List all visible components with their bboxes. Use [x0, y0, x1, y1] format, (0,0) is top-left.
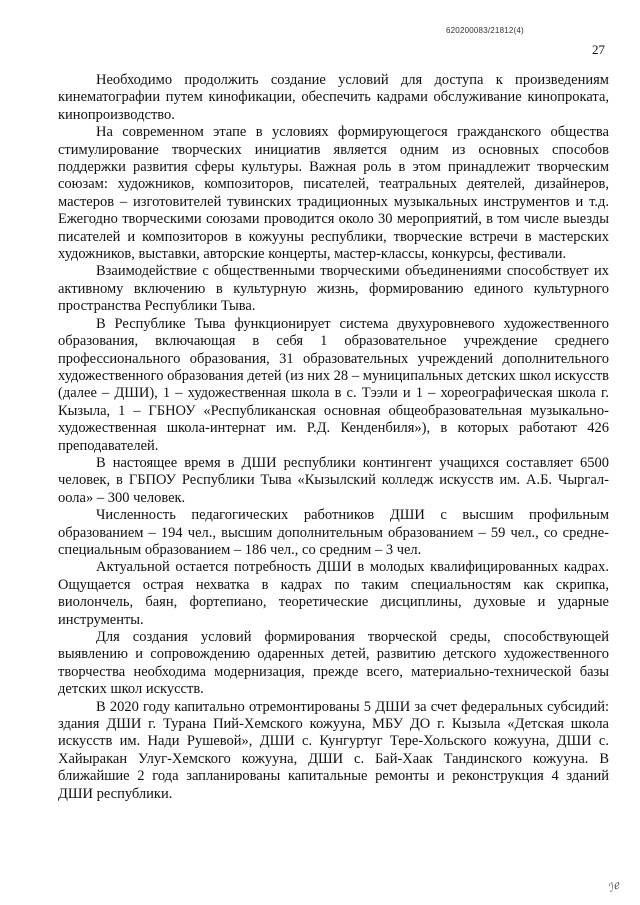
paragraph-modernization: Для создания условий формирования творческой среды, способствующей выявлению и сопровождению одаренных детей, развитию детского художественного творчества необходима модернизация, прежде всего, материально-технической базы детских школ искусств. — [58, 629, 609, 698]
paragraph-staff-shortage: Актуальной остается потребность ДШИ в молодых квалифицированных кадрах. Ощущается острая нехватка в кадрах по таким специальностям как скрипка, виолончель, баян, фортепиано, теоретические дисциплины, духовые и ударные инструменты. — [58, 559, 609, 628]
document-id: 620200083/21812(4) — [446, 26, 524, 35]
paragraph-creative-unions: На современном этапе в условиях формирующегося гражданского общества стимулирование творческих инициатив является одним из основных способов поддержки развития сферы культуры. Важная роль в этом принадлежит творческим союзам: художников, композиторов, писателей, театральных деятелей, дизайнеров, мастеров – изготовителей тувинских традиционных музыкальных инструментов и т.д. Ежегодно творческими союзами проводится около 30 мероприятий, в том числе выезды писателей и композиторов в кожууны республики, творческие встречи в мастерских художников, выставки, авторские концерты, мастер-классы, конкурсы, фестивали. — [58, 124, 609, 263]
paragraph-staff-count: Численность педагогических работников ДШИ с высшим профильным образованием – 194 чел., высшим дополнительным образованием – 59 чел., со средне-специальным образованием – 186 чел., со средним – 3 чел. — [58, 507, 609, 558]
paragraph-student-count: В настоящее время в ДШИ республики контингент учащихся составляет 6500 человек, в ГБПОУ Республики Тыва «Кызылский колледж искусств им. А.Б. Чыргал-оола» – 300 человек. — [58, 454, 609, 506]
page-number: 27 — [592, 42, 605, 57]
paragraph-education-system: В Республике Тыва функционирует система двухуровневого художественного образования, включающая в себя 1 образовательное учреждение среднего профессионального образования, 31 образовательных учреждений дополнительного художественного образования детей (из них 28 – муниципальных детских школ искусств (далее – ДШИ), 1 – художественная школа в с. Тээли и 1 – хореографическая школа г. Кызыла, 1 – ГБНОУ «Республиканская основная общеобразовательная музыкально-художественная школа-интернат им. Р.Д. Кенденбиля»), в которых работают 426 преподавателей. — [58, 315, 609, 454]
paragraph-renovation: В 2020 году капитально отремонтированы 5 ДШИ за счет федеральных субсидий: здания ДШИ г. Турана Пий-Хемского кожууна, МБУ ДО г. Кызыла «Детская школа искусств им. Нади Рушевой», ДШИ с. Кунгуртуг Тере-Хольского кожууна, ДШИ с. Хайыракан Улуг-Хемского кожууна, ДШИ с. Бай-Хаак Тандинского кожууна. В ближайшие 2 года запланированы капитальные ремонты и реконструкция 4 зданий ДШИ республики. — [58, 698, 609, 802]
handwritten-mark: ℐℯ — [606, 879, 622, 895]
document-body — [58, 72, 609, 803]
paragraph-cinema: Необходимо продолжить создание условий для доступа к произведениям кинематографии путем кинофикации, обеспечить кадрами обслуживание кинопроката, кинопроизводство. — [58, 72, 609, 123]
paragraph-cooperation: Взаимодействие с общественными творческими объединениями способствует их активному включению в культурную жизнь, формированию единого культурного пространства Республики Тыва. — [58, 263, 609, 315]
